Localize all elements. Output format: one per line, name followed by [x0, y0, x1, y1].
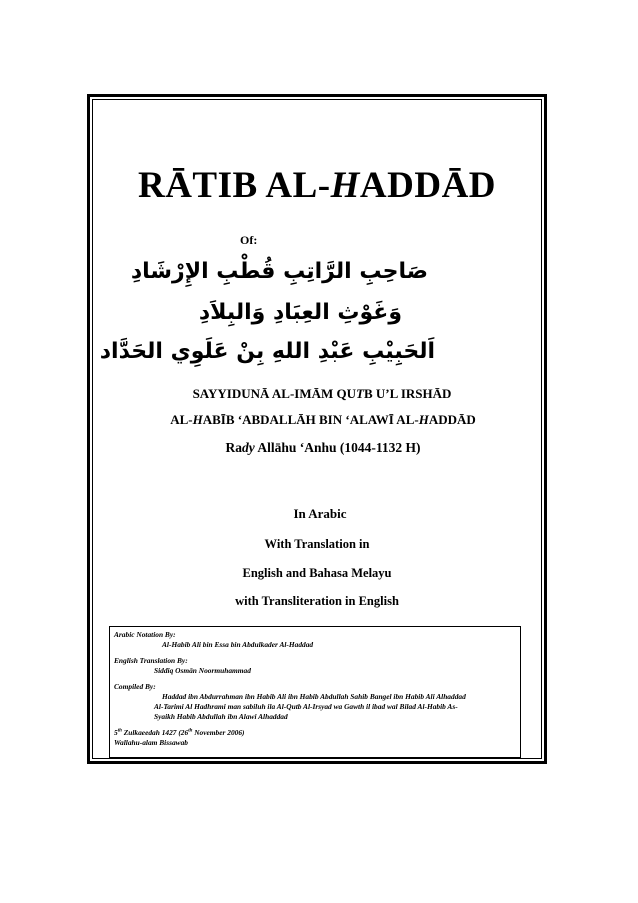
date-sup-2: th	[188, 728, 193, 734]
languages-label: English and Bahasa Melayu	[242, 566, 392, 580]
name-line-1	[192, 386, 452, 402]
compiled-line-3: Syaikh Habib Abdullah ibn Alawi Alhaddad	[154, 712, 288, 721]
translation-label: With Translation in	[264, 537, 370, 551]
name-line-2-a: AL-	[170, 412, 193, 427]
translation-credit-label: English Translation By:	[114, 656, 188, 665]
title-part-1: RĀTIB AL-	[137, 165, 331, 206]
arabic-line-2: وَغَوْثِ العِبَادِ وَالبِلاَدِ	[198, 300, 402, 325]
name-line-2-d: H	[418, 412, 429, 427]
date-line	[114, 728, 516, 738]
credits-box	[109, 626, 521, 758]
arabic-notation-name: Al-Habib Ali bin Essa bin Abdulkader Al-Haddad	[162, 640, 314, 649]
arabic-notation-label: Arabic Notation By:	[114, 630, 176, 639]
name-line-2-e: ADDĀD	[428, 412, 476, 427]
translation-credit-name: Siddīq Osmān Noormuhammad	[154, 666, 251, 675]
name-line-3-b: dy	[241, 440, 255, 455]
name-line-3-a: Ra	[225, 440, 242, 455]
transliteration-label: with Transliteration in English	[235, 594, 399, 608]
compiled-line-1: Haddad ibn Abdurrahman ibn Habib Ali ibn Habib Abdullah Sahib Bangel ibn Habib Ali Alhaddad	[162, 692, 466, 701]
title-italic-h: H	[330, 165, 360, 206]
arabic-line-3: اَلحَبِيْبِ عَبْدِ اللهِ بِنْ عَلَوِي الحَدَّاد	[99, 339, 435, 364]
title-part-3: ADDĀD	[359, 165, 497, 206]
arabic-line-1: صَاحِبِ الرَّاتِبِ قُطْبِ الإِرْشَادِ	[130, 259, 428, 284]
name-line-1-b: T	[356, 386, 364, 401]
page-title	[92, 164, 542, 207]
name-line-2	[168, 412, 478, 428]
name-line-3	[213, 440, 433, 456]
in-arabic-label: In Arabic	[293, 506, 347, 521]
name-line-2-b: H	[192, 412, 203, 427]
date-day: 5	[114, 728, 118, 737]
date-rest: November 2006)	[192, 728, 245, 737]
date-sup-1: th	[117, 728, 122, 734]
date-month: Zulkaeedah 1427 (26	[121, 728, 189, 737]
compiled-label: Compiled By:	[114, 682, 156, 691]
of-label: Of:	[240, 233, 258, 247]
compiled-line-2: Al-Tarimi Al Hadhrami man sabiluh ila Al-Qutb Al-Irsyad wa Gawth il ibad wal Bilad Al-Habib As-	[154, 702, 458, 711]
name-line-1-c: B U’L IRSHĀD	[364, 386, 452, 401]
name-line-1-a: SAYYIDUNĀ AL-IMĀM QU	[192, 386, 357, 401]
name-line-2-c: ABĪB ‘ABDALLĀH BIN ‘ALAWĪ AL-	[202, 412, 419, 427]
name-line-3-c: Allāhu ‘Anhu (1044-1132 H)	[254, 440, 421, 455]
closing-line: Wallahu-alam Bissawab	[114, 738, 188, 747]
